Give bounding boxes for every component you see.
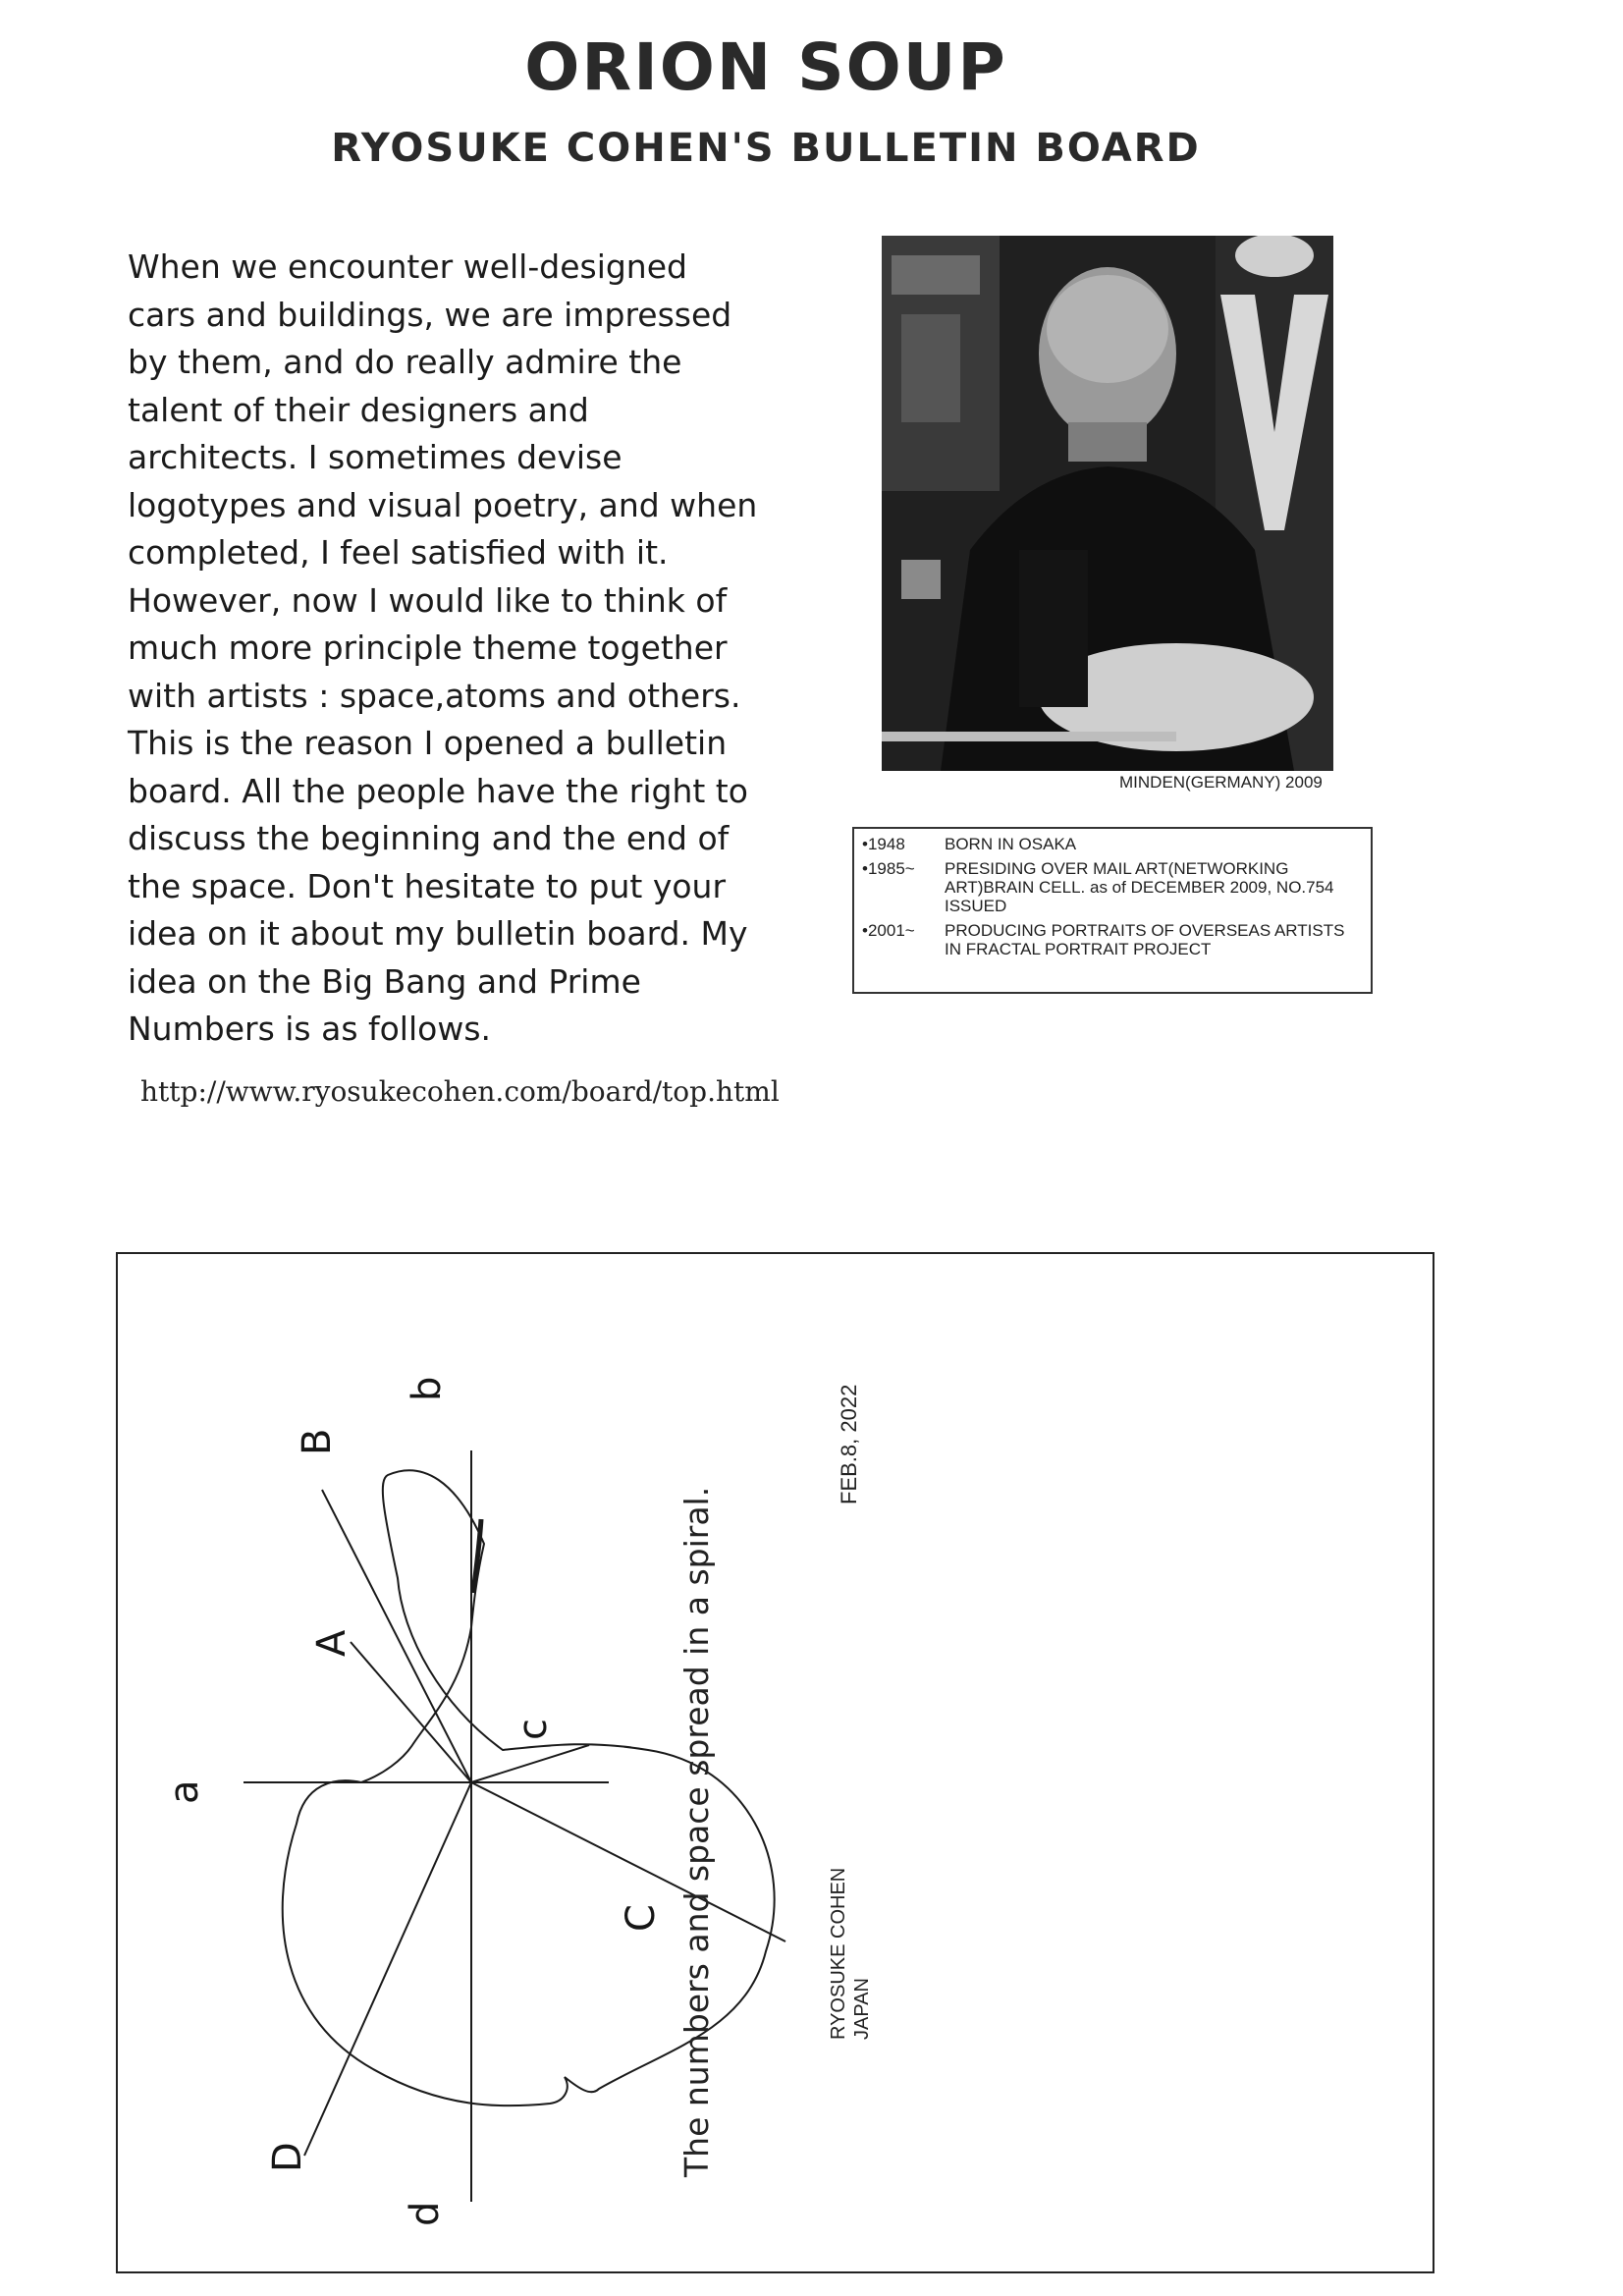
label-C: C [619,1904,664,1932]
bio-year: •1985~ [862,859,915,878]
spiral-diagram [118,1254,1436,2275]
intro-line: much more principle theme together [128,629,728,667]
page-title: ORION SOUP [524,29,1007,105]
label-c: c [511,1719,556,1740]
intro-line: idea on it about my bulletin board. My [128,914,748,953]
bio-entry [862,835,1363,853]
intro-line: architects. I sometimes devise [128,438,622,476]
signature-name: RYOSUKE COHEN [828,1867,849,2040]
bio-entry [862,859,1363,915]
label-b: b [405,1376,450,1401]
spiral-drawing-panel [116,1252,1434,2273]
label-A: A [309,1629,354,1657]
artist-signature [827,1868,874,2040]
label-B: B [295,1428,340,1455]
label-a: a [162,1779,207,1804]
intro-line: board. All the people have the right to [128,771,748,810]
bio-year: •2001~ [862,921,915,940]
intro-line: talent of their designers and [128,390,589,429]
drawing-caption: The numbers and space spread in a spiral. [677,1486,716,2177]
label-d: d [403,2201,448,2226]
bio-text: BORN IN OSAKA [945,835,1077,853]
line-D [304,1782,471,2156]
axis-c [471,1745,589,1782]
author-photo [882,236,1333,771]
drawing-date: FEB.8, 2022 [837,1384,861,1504]
intro-line: When we encounter well-designed [128,247,687,286]
intro-line: idea on the Big Bang and Prime [128,961,641,1001]
intro-line: discuss the beginning and the end of [128,819,730,857]
portrait-image [882,236,1333,771]
photo-caption: MINDEN(GERMANY) 2009 [1119,773,1323,792]
bio-text: PRODUCING PORTRAITS OF OVERSEAS ARTISTS IN FRACTAL PORTRAIT PROJECT [945,921,1345,958]
board-url: http://www.ryosukecohen.com/board/top.html [140,1075,780,1108]
intro-line: cars and buildings, we are impressed [128,295,732,334]
label-D: D [265,2142,310,2172]
bio-entry [862,921,1363,958]
intro-line: logotypes and visual poetry, and when [128,485,758,524]
signature-country: JAPAN [851,1978,873,2040]
intro-line: the space. Don't hesitate to put your [128,866,727,905]
intro-text [128,244,825,1054]
intro-line: completed, I feel satisfied with it. [128,533,669,572]
intro-line: with artists : space,atoms and others. [128,676,741,715]
intro-line: However, now I would like to think of [128,580,728,620]
bio-year: •1948 [862,835,905,853]
page-subtitle: RYOSUKE COHEN'S BULLETIN BOARD [331,126,1201,171]
bio-text: PRESIDING OVER MAIL ART(NETWORKING ART)BRAIN CELL. as of DECEMBER 2009, NO.754 ISSUED [945,859,1334,915]
bio-box [852,827,1373,994]
intro-line: by them, and do really admire the [128,343,682,381]
intro-line: This is the reason I opened a bulletin [128,724,728,762]
intro-line: Numbers is as follows. [128,1010,492,1048]
